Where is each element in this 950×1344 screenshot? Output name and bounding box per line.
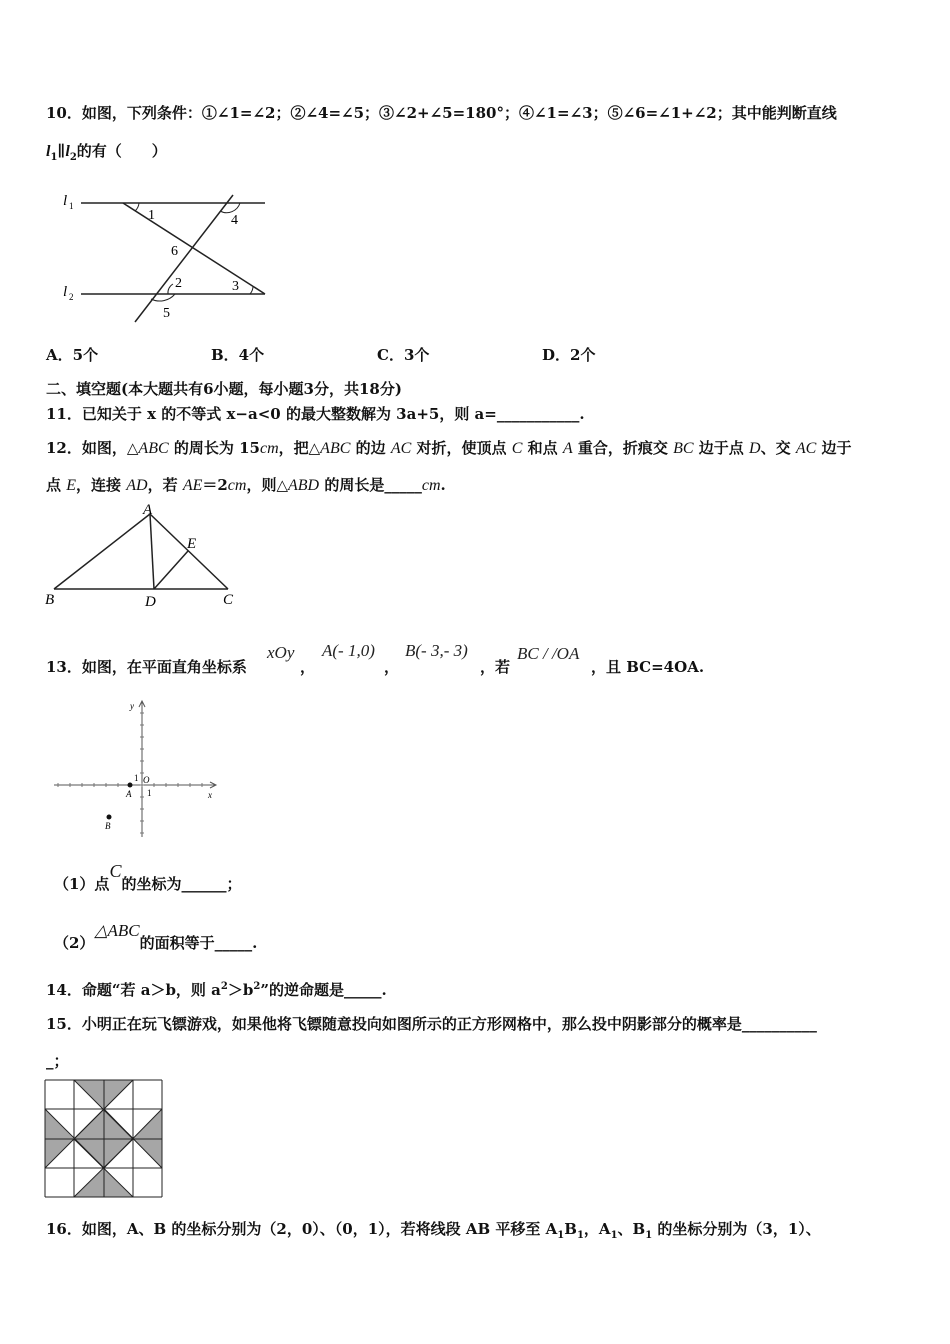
q10-option-d: D．2个 [542,346,596,364]
q13-stem-lead: 13．如图，在平面直角坐标系 [46,658,247,676]
q13-sub2: （2）△ABC的面积等于_____. [54,921,258,952]
q10-stem-line2: $l_1\parallel l_2$的有（ ） [46,142,167,163]
q13-comma3: ，若 [480,658,511,676]
svg-text:A: A [126,789,132,799]
q10-option-a: A．5个 [46,346,99,364]
q15-stem-line2: _； [46,1052,69,1070]
q15-stem: 15．小明正在玩飞镖游戏，如果他将飞镖随意投向如图所示的正方形网格中，那么投中阴影部分的概率是__________ [46,1015,817,1033]
q11-stem: 11．已知关于 x 的不等式 x−a<0 的最大整数解为 3a+5，则 a=___________. [46,405,585,423]
vertex-b-label: B [45,592,55,608]
svg-text:2: 2 [69,292,74,302]
angle-5-label: 5 [163,306,170,321]
q12-triangle-figure [42,502,242,610]
point-b-dot [107,815,112,820]
angle-1-label: 1 [148,208,155,223]
q10-figure [55,185,275,330]
section-title: 二、填空题(本大题共有6小题，每小题3分，共18分) [46,380,402,398]
svg-text:1: 1 [69,201,74,211]
q12-stem: 12．如图，△ABC 的周长为 15cm，把△ABC 的边 AC 对折，使顶点 C 和点 A 重合，折痕交 BC 边于点 D、交 AC 边于 [46,439,852,457]
q15-grid-figure [45,1080,163,1198]
q14-stem: 14．命题“若 a＞b，则 $a^2>b^2$”的逆命题是_____. [46,981,387,999]
q13-sub1: （1）点C的坐标为______； [54,861,242,893]
angle-6-label: 6 [171,244,178,259]
q13-xoy: xOy [267,643,295,662]
q12-stem-line2: 点 E，连接 AD，若 AE＝2cm，则△ABD 的周长是_____cm. [46,476,446,494]
q10-option-c: C．3个 [377,346,430,364]
svg-text:B: B [105,821,111,831]
q10-stem: 10．如图，下列条件：①∠1=∠2；②∠4=∠5；③∠2+∠5=180°；④∠1=∠3；⑤∠6=∠1+∠2；其中能判断直线 [46,104,837,122]
svg-text:x: x [208,790,212,800]
svg-text:O: O [143,775,150,785]
q10-label-l1: l [63,193,68,209]
angle-4-label: 4 [231,213,238,228]
svg-text:1: 1 [147,788,152,798]
q10-label-l2: l [63,284,68,300]
q13-stem-tail: ，且 BC=4OA. [591,658,705,676]
angle-2-label: 2 [175,276,182,291]
vertex-c-label: C [223,592,234,608]
q13-bc-parallel-oa: BC / /OA [517,644,580,663]
svg-text:1: 1 [134,773,139,783]
vertex-a-label: A [143,502,153,518]
q13-point-b: B(- 3,- 3) [405,641,468,660]
q16-stem: 16．如图，A、B 的坐标分别为（2，0）、（0，1），若将线段 AB 平移至 $A_1B_1$，$A_1$、$B_1$ 的坐标分别为（3，1）、 [46,1220,821,1241]
point-a-dot [128,783,133,788]
q13-comma2: ， [384,658,400,676]
point-d-label: D [145,594,156,610]
q13-comma1: ， [300,658,316,676]
q10-option-b: B．4个 [211,346,265,364]
q13-coordinate-figure [50,695,225,845]
svg-text:y: y [130,701,134,711]
q13-point-a: A(- 1,0) [322,641,375,660]
angle-3-label: 3 [232,279,239,294]
point-e-label: E [187,536,197,552]
